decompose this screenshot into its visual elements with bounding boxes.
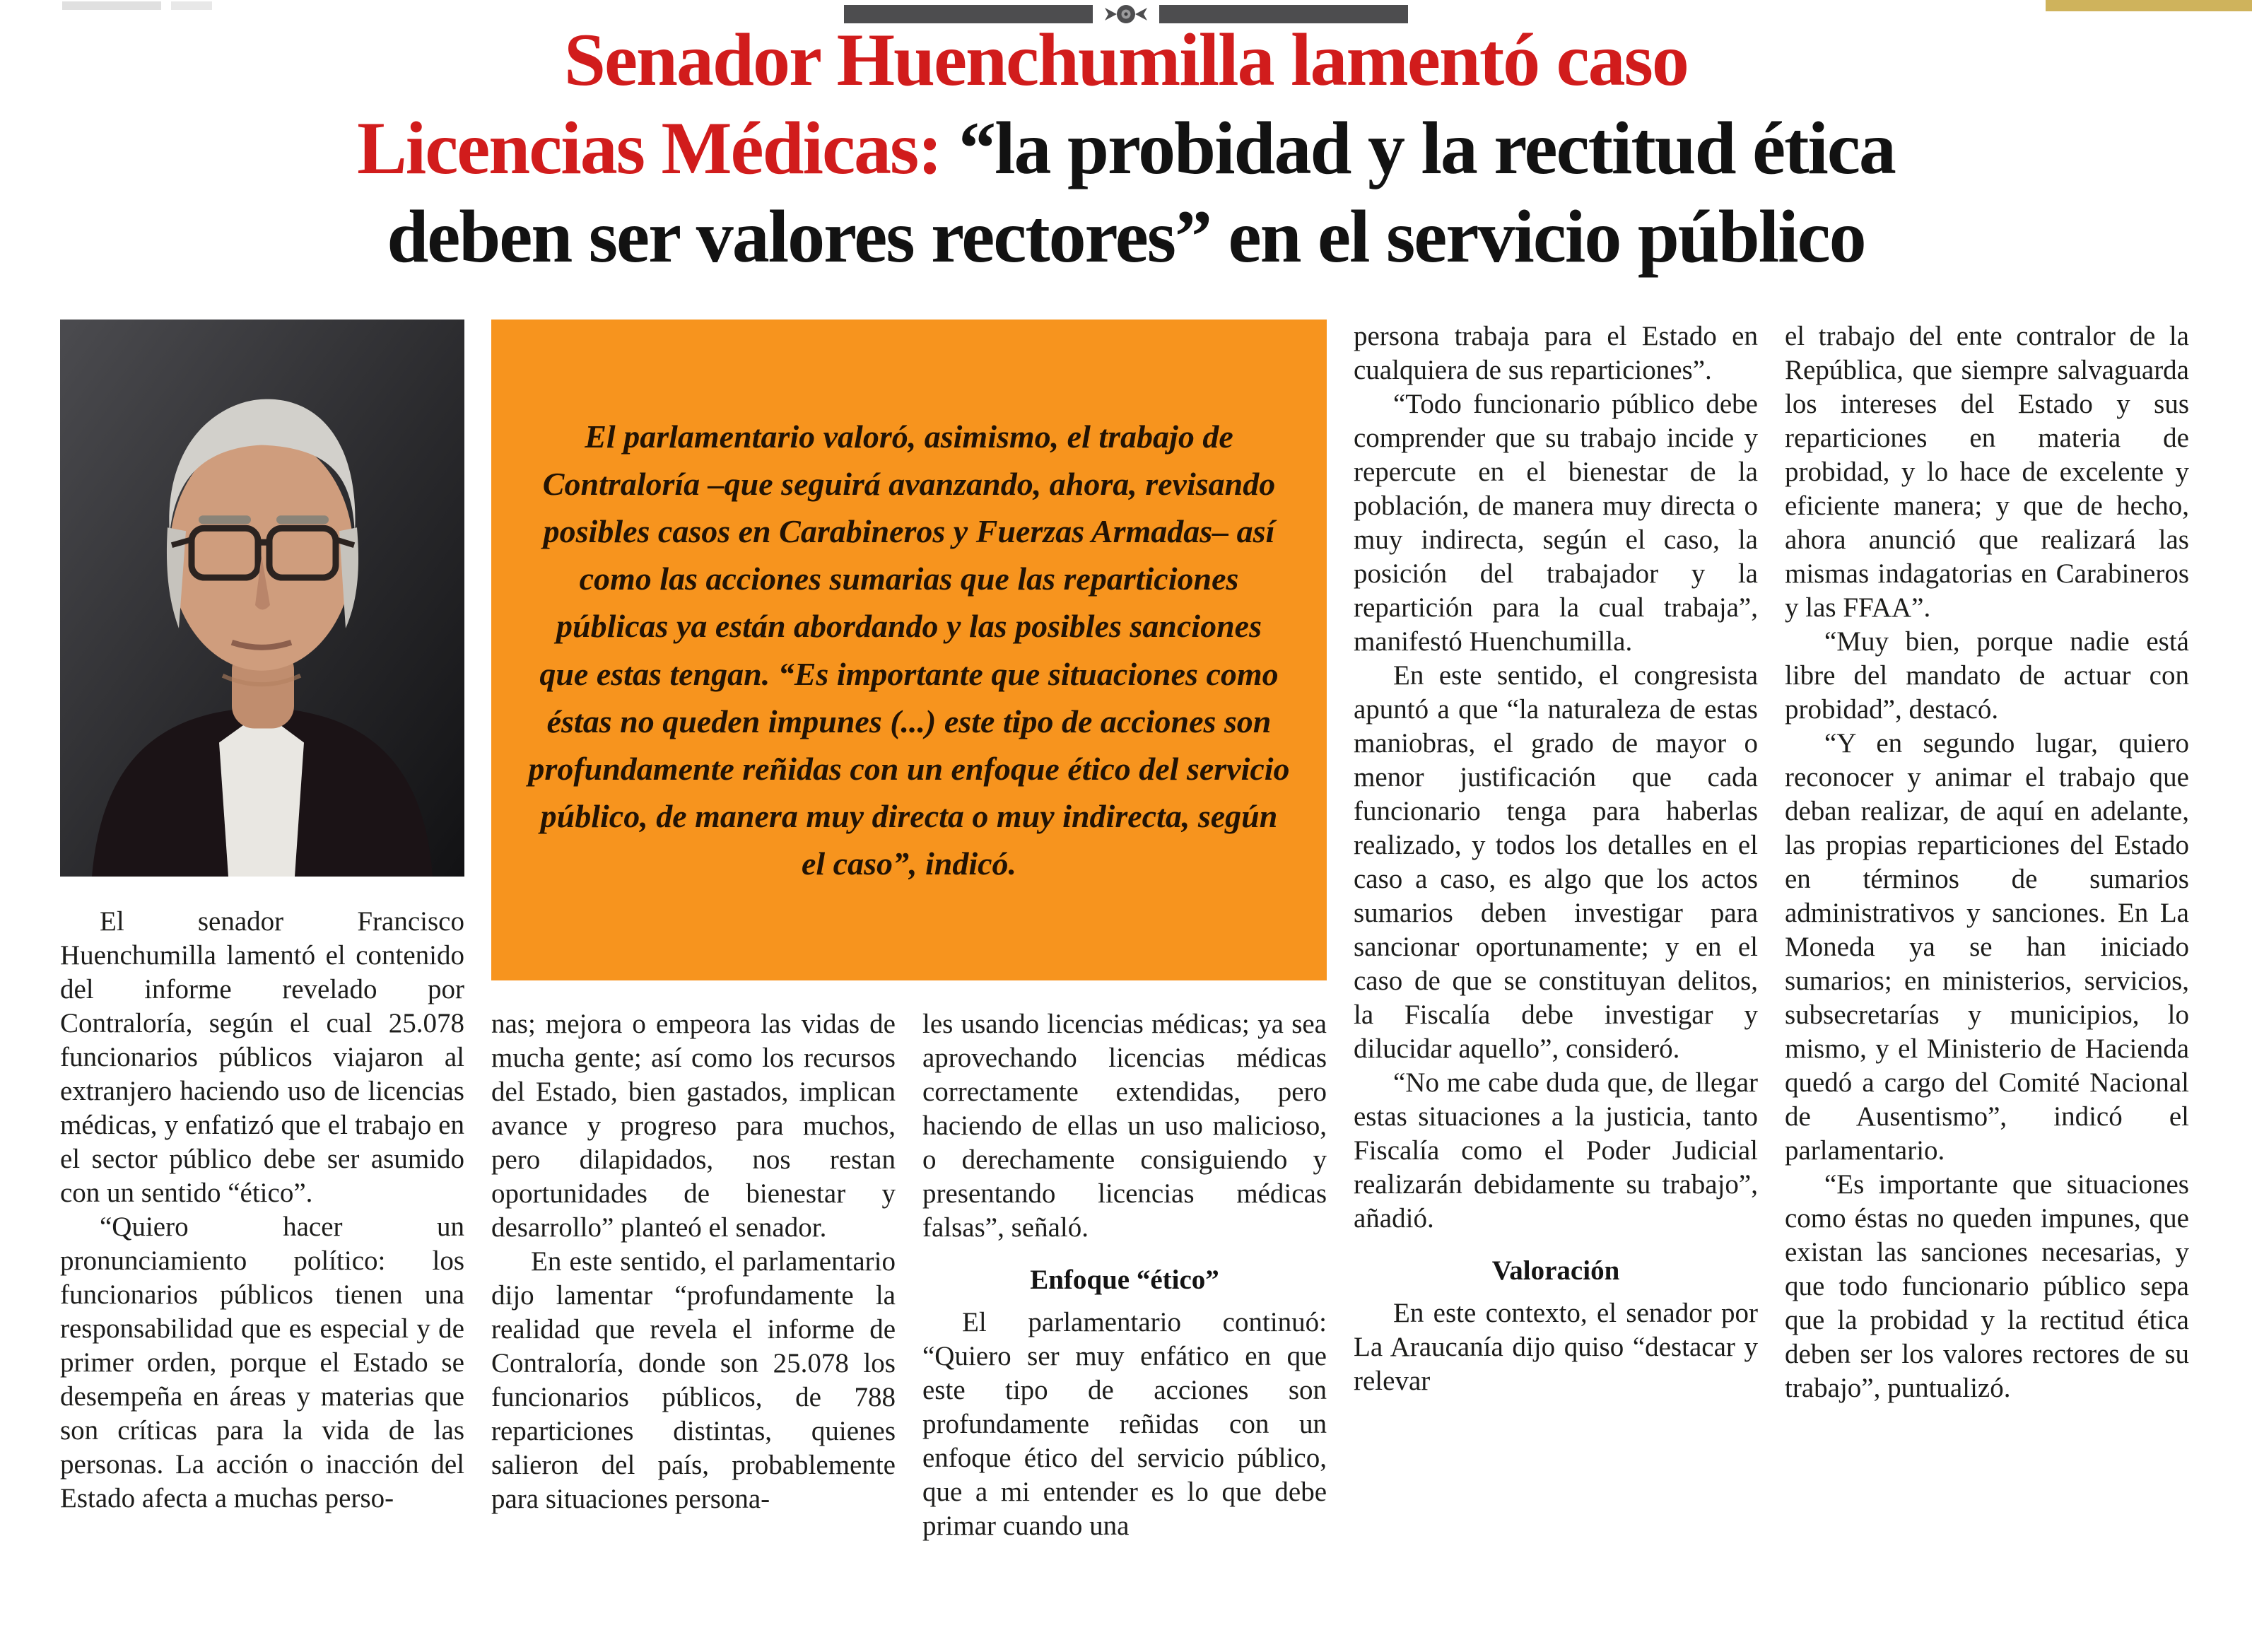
headline-black-part: deben ser valores rectores” en el servicio público [387, 195, 1865, 279]
headline-black-part: “la probidad y la rectitud ética [958, 107, 1895, 190]
column-1 [60, 905, 464, 1652]
headline-line-1 [34, 16, 2218, 104]
headline-line-2 [34, 104, 2218, 192]
subheading-valoracion: Valoración [1491, 1255, 1620, 1286]
body-paragraph: les usando licencias médicas; ya sea aprovechando licencias médicas correctamente extendidas, pero haciendo de ellas un uso malicioso, o derechamente consiguiendo y presentando licencias médicas falsas”, señaló. [922, 1009, 1327, 1243]
body-paragraph: En este sentido, el congresista apuntó a que “la naturaleza de estas maniobras, el grado de mayor o menor justificación que cada funcionario tenga para haberlas realizado, y todos los detalles en el caso a caso, es algo que los actos sumarios deben investigar para sancionar oportunamente; y en el caso de que se constituyan delitos, la Fiscalía debe investigar y dilucidar aquello”, consideró. [1354, 660, 1758, 1064]
body-paragraph: “Todo funcionario público debe comprender que su trabajo incide y repercute en el bienestar de la población, de manera muy directa o muy indirecta, según el caso, la posición del trabajador y la repartición para la cual trabaja”, manifestó Huenchumilla. [1354, 389, 1758, 657]
body-paragraph: El senador Francisco Huenchumilla lamentó el contenido del informe revelado por Contraloría, según el cual 25.078 funcionarios públicos viajaron al extranjero haciendo uso de licencias médicas, y enfatizó que el trabajo en el sector público debe ser asumido con un sentido “ético”. [60, 906, 464, 1208]
masthead-corner-tab [2046, 0, 2252, 11]
column-3 [922, 1007, 1327, 1652]
body-paragraph: nas; mejora o empeora las vidas de mucha gente; así como los recursos del Estado, bien gastados, implican avance y progreso para muchos, pero dilapidados, nos restan oportunidades de bienestar y desarrollo” planteó el senador. [491, 1009, 896, 1243]
body-paragraph: En este sentido, el parlamentario dijo lamentar “profundamente la realidad que revela el informe de Contraloría, donde son 25.078 los funcionarios públicos, de 788 reparticiones distintas, quienes salieron del país, probablemente para situaciones persona- [491, 1246, 896, 1514]
body-paragraph: En este contexto, el senador por La Araucanía dijo quiso “destacar y relevar [1354, 1298, 1758, 1396]
headline-red-part: Licencias Médicas: [357, 107, 959, 190]
portrait-photo [60, 320, 464, 877]
lead-quote-text: El parlamentario valoró, asimismo, el trabajo de Contraloría –que seguirá avanzando, ahora, revisando posibles casos en Carabineros y Fuerzas Armadas– así como las acciones sumarias que las reparticiones públicas ya están abordando y las posibles sanciones que estas tengan. “Es importante que situaciones como éstas no queden impunes (...) este tipo de acciones son profundamente reñidas con un enfoque ético del servicio público, de manera muy directa o muy indirecta, según el caso”, indicó. [528, 418, 1290, 882]
body-paragraph: El parlamentario continuó: “Quiero ser muy enfático en que este tipo de acciones son profundamente reñidas con un enfoque ético del servicio público, que a mi entender es lo que debe primar cuando una [922, 1307, 1327, 1541]
body-paragraph: “No me cabe duda que, de llegar estas situaciones a la justicia, tanto Fiscalía como el Poder Judicial realizarán debidamente su trabajo”, añadió. [1354, 1067, 1758, 1234]
body-paragraph: persona trabaja para el Estado en cualquiera de sus reparticiones”. [1354, 321, 1758, 385]
body-paragraph: “Es importante que situaciones como éstas no queden impunes, que existan las sanciones necesarias, y que todo funcionario público sepa que la probidad y la rectitud ética deben ser los valores rectores de su trabajo”, puntualizó. [1785, 1169, 2189, 1403]
column-2 [491, 1007, 896, 1652]
body-paragraph: “Quiero hacer un pronunciamiento político: los funcionarios públicos tienen una responsabilidad que es especial y de primer orden, porque el Estado se desempeña en áreas y materias que son críticas para la vida de las personas. La acción o inacción del Estado afecta a muchas perso- [60, 1212, 464, 1513]
column-4 [1354, 320, 1758, 1652]
body-paragraph: “Muy bien, porque nadie está libre del mandato de actuar con probidad”, destacó. [1785, 626, 2189, 725]
subheading-enfoque-etico: Enfoque “ético” [1030, 1265, 1219, 1295]
lead-quote-box [491, 320, 1327, 980]
headline-line-3 [34, 192, 2218, 281]
body-paragraph: “Y en segundo lugar, quiero reconocer y animar el trabajo que deban realizar, de aquí en adelante, las propias reparticiones del Estado en términos de sumarios administrativos y sanciones. En La Moneda ya se han iniciado sumarios; en ministerios, servicios, subsecretarías y municipios, lo mismo, y el Ministerio de Hacienda quedó a cargo del Comité Nacional de Ausentismo”, indicó el parlamentario. [1785, 728, 2189, 1166]
headline-red-part: Senador Huenchumilla lamentó caso [564, 18, 1688, 101]
column-5 [1785, 320, 2189, 1652]
body-paragraph: el trabajo del ente contralor de la República, que siempre salvaguarda los intereses del Estado y sus reparticiones en materia de probidad, y lo hace de excelente y eficiente manera; y que de hecho, ahora anunció que realizará las mismas indagatorias en Carabineros y las FFAA”. [1785, 321, 2189, 623]
headline [34, 16, 2218, 281]
